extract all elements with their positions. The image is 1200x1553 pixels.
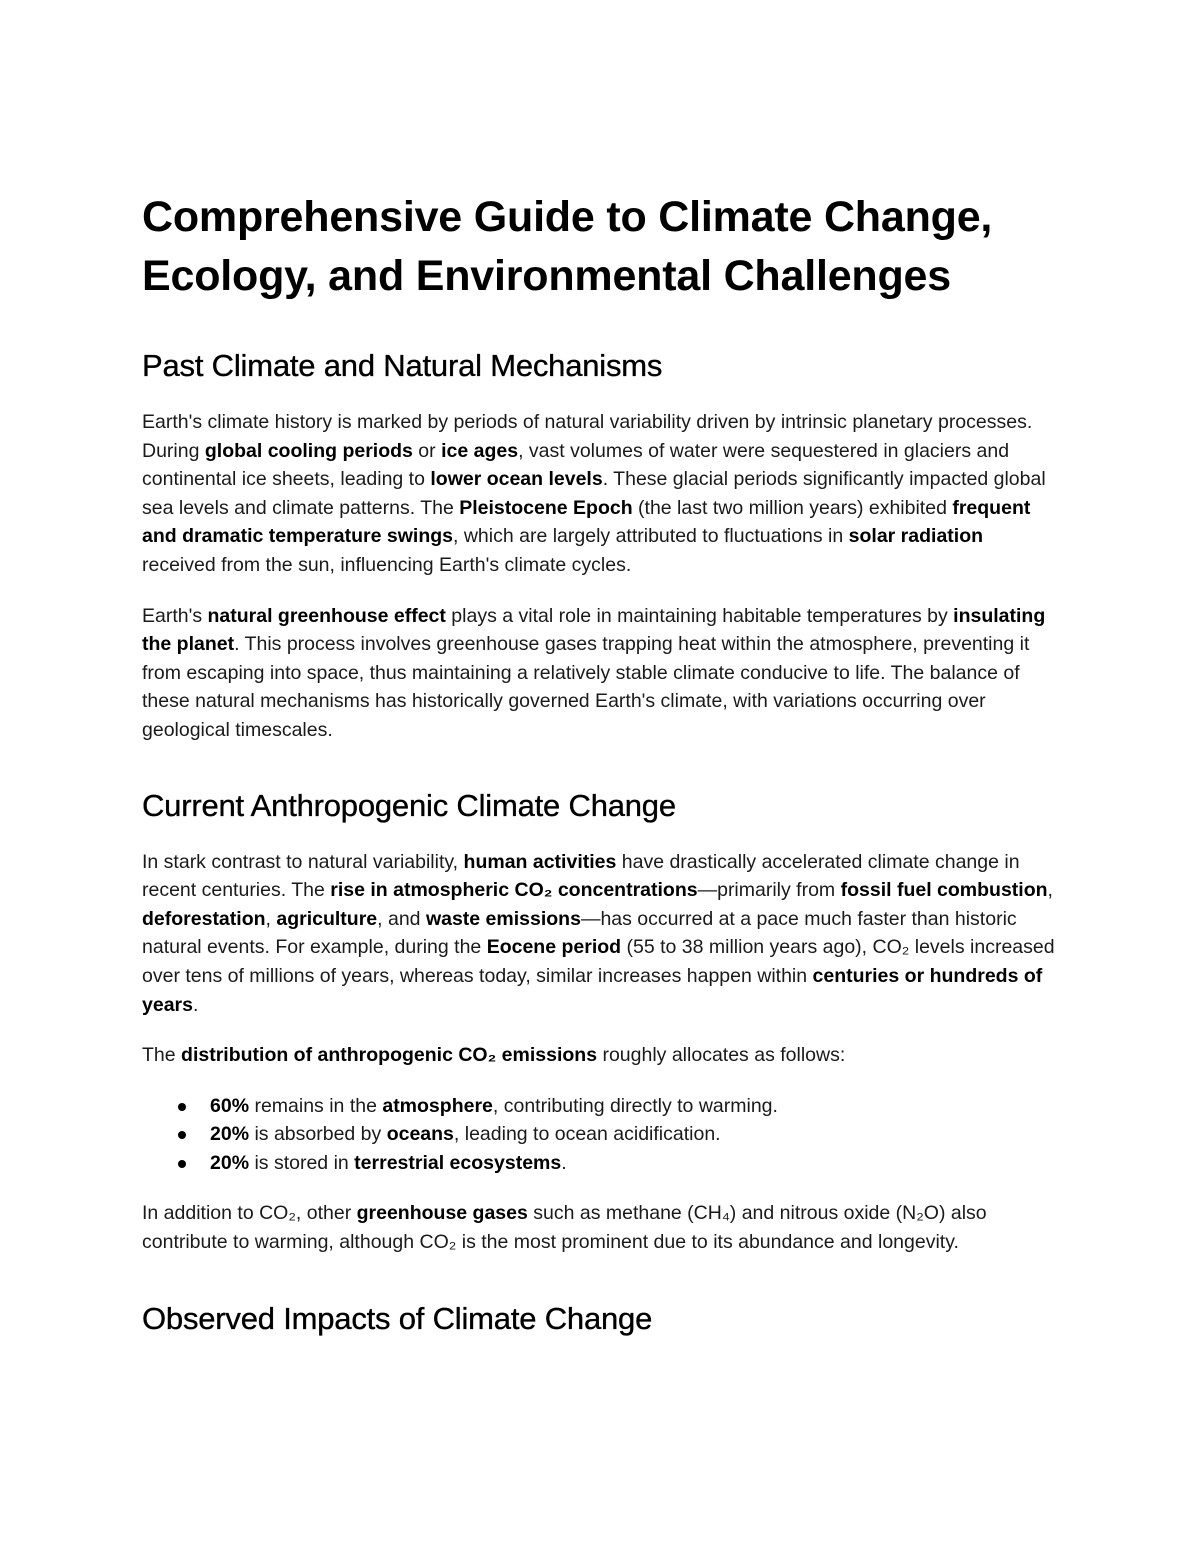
text-run: remains in the [249,1094,383,1117]
bold-text: waste emissions [425,907,581,930]
section-heading-anthropogenic: Current Anthropogenic Climate Change [142,787,676,823]
paragraph [142,1041,1062,1070]
bullet-icon [178,1131,186,1139]
bold-text: insulating the planet [142,604,1046,656]
bold-text: deforestation [142,907,266,930]
text-run: The [142,1044,182,1067]
bold-text: rise in atmospheric CO₂ concentrations [330,879,698,902]
bold-text: distribution of anthropogenic CO₂ emissions [181,1044,598,1067]
document-title: Comprehensive Guide to Climate Change, Ecology, and Environmental Challenges [142,193,993,300]
text-run: . These glacial periods significantly impacted global sea levels and climate patterns. The [142,468,1046,519]
bold-text: 60% [210,1094,250,1117]
paragraph [142,848,1062,1020]
text-run: such as methane (CH₄) and nitrous oxide (N₂O) also contribute to warming, although CO₂ is the most prominent due to its abundance and longevity. [142,1202,987,1254]
bold-text: fossil fuel combustion [840,879,1048,902]
text-run: , vast volumes of water were sequestered in glaciers and continental ice sheets, leading to [142,439,1010,491]
text-run: received from the sun, influencing Earth's climate cycles. [142,553,632,576]
text-run: . This process involves greenhouse gases trapping heat within the atmosphere, preventing it from escaping into space, thus maintaining a relatively stable climate conducive to life. The balance of these natural mechanisms has historically governed Earth's climate, with variations occurring over geological timescales. [142,633,1030,741]
text-run: , and [377,907,426,930]
text-run: is stored in [249,1151,355,1174]
list-item [142,1120,1062,1149]
text-run: Earth's [142,604,208,627]
text-run: plays a vital role in maintaining habitable temperatures by [445,604,954,627]
list-item [142,1092,1062,1121]
bold-text: global cooling periods [204,439,413,462]
document-page [142,188,1062,1361]
bold-text: Pleistocene Epoch [459,496,633,519]
text-run: Earth's climate history is marked by periods of natural variability driven by intrinsic planetary processes. During [142,411,1033,462]
bold-text: atmosphere [382,1094,493,1117]
section-heading-observed-impacts: Observed Impacts of Climate Change [142,1300,653,1336]
text-run: (55 to 38 million years ago), CO₂ levels increased over tens of millions of years, whereas today, similar increases happen within [142,936,1055,987]
bold-text: human activities [463,850,617,873]
paragraph [142,408,1062,580]
text-run: , contributing directly to warming. [492,1094,778,1117]
section-heading-past-climate: Past Climate and Natural Mechanisms [142,348,663,383]
bold-text: lower ocean levels [430,468,603,491]
text-run: have drastically accelerated climate change in recent centuries. The [142,850,1020,902]
bold-text: frequent and dramatic temperature swings [142,496,1031,548]
text-run: (the last two million years) exhibited [632,496,953,519]
paragraph [142,602,1062,745]
emissions-distribution-list [142,1092,1062,1178]
text-run: roughly allocates as follows: [597,1044,846,1067]
text-run: is absorbed by [249,1123,387,1146]
bold-text: terrestrial ecosystems [354,1151,562,1174]
bold-text: oceans [386,1123,454,1146]
bold-text: centuries or hundreds of years [142,964,1043,1016]
list-item-text [210,1095,778,1117]
bold-text: 20% [210,1151,250,1174]
text-run: —primarily from [697,879,841,902]
list-item-text [210,1123,721,1145]
paragraph [142,1199,1062,1256]
text-run: In stark contrast to natural variability, [142,850,464,873]
bold-text: solar radiation [848,525,984,548]
bold-text: 20% [210,1123,250,1146]
bold-text: natural greenhouse effect [207,604,446,627]
list-item [142,1149,1062,1178]
text-run: , [265,907,277,930]
text-run: , [1047,879,1053,902]
text-run: —has occurred at a pace much faster than historic natural events. For example, during the [142,907,1017,959]
bullet-icon [178,1160,186,1168]
bold-text: agriculture [276,907,378,930]
text-run: , leading to ocean acidification. [453,1123,721,1146]
bold-text: Eocene period [486,936,622,959]
bold-text: ice ages [441,439,519,462]
text-run: or [412,439,442,462]
bold-text: greenhouse gases [356,1202,528,1225]
text-run: In addition to CO₂, other [142,1202,357,1225]
text-run: . [192,993,199,1016]
list-item-text [210,1152,567,1174]
bullet-icon [178,1103,186,1111]
text-run: , which are largely attributed to fluctuations in [453,525,849,548]
text-run: . [561,1151,567,1174]
